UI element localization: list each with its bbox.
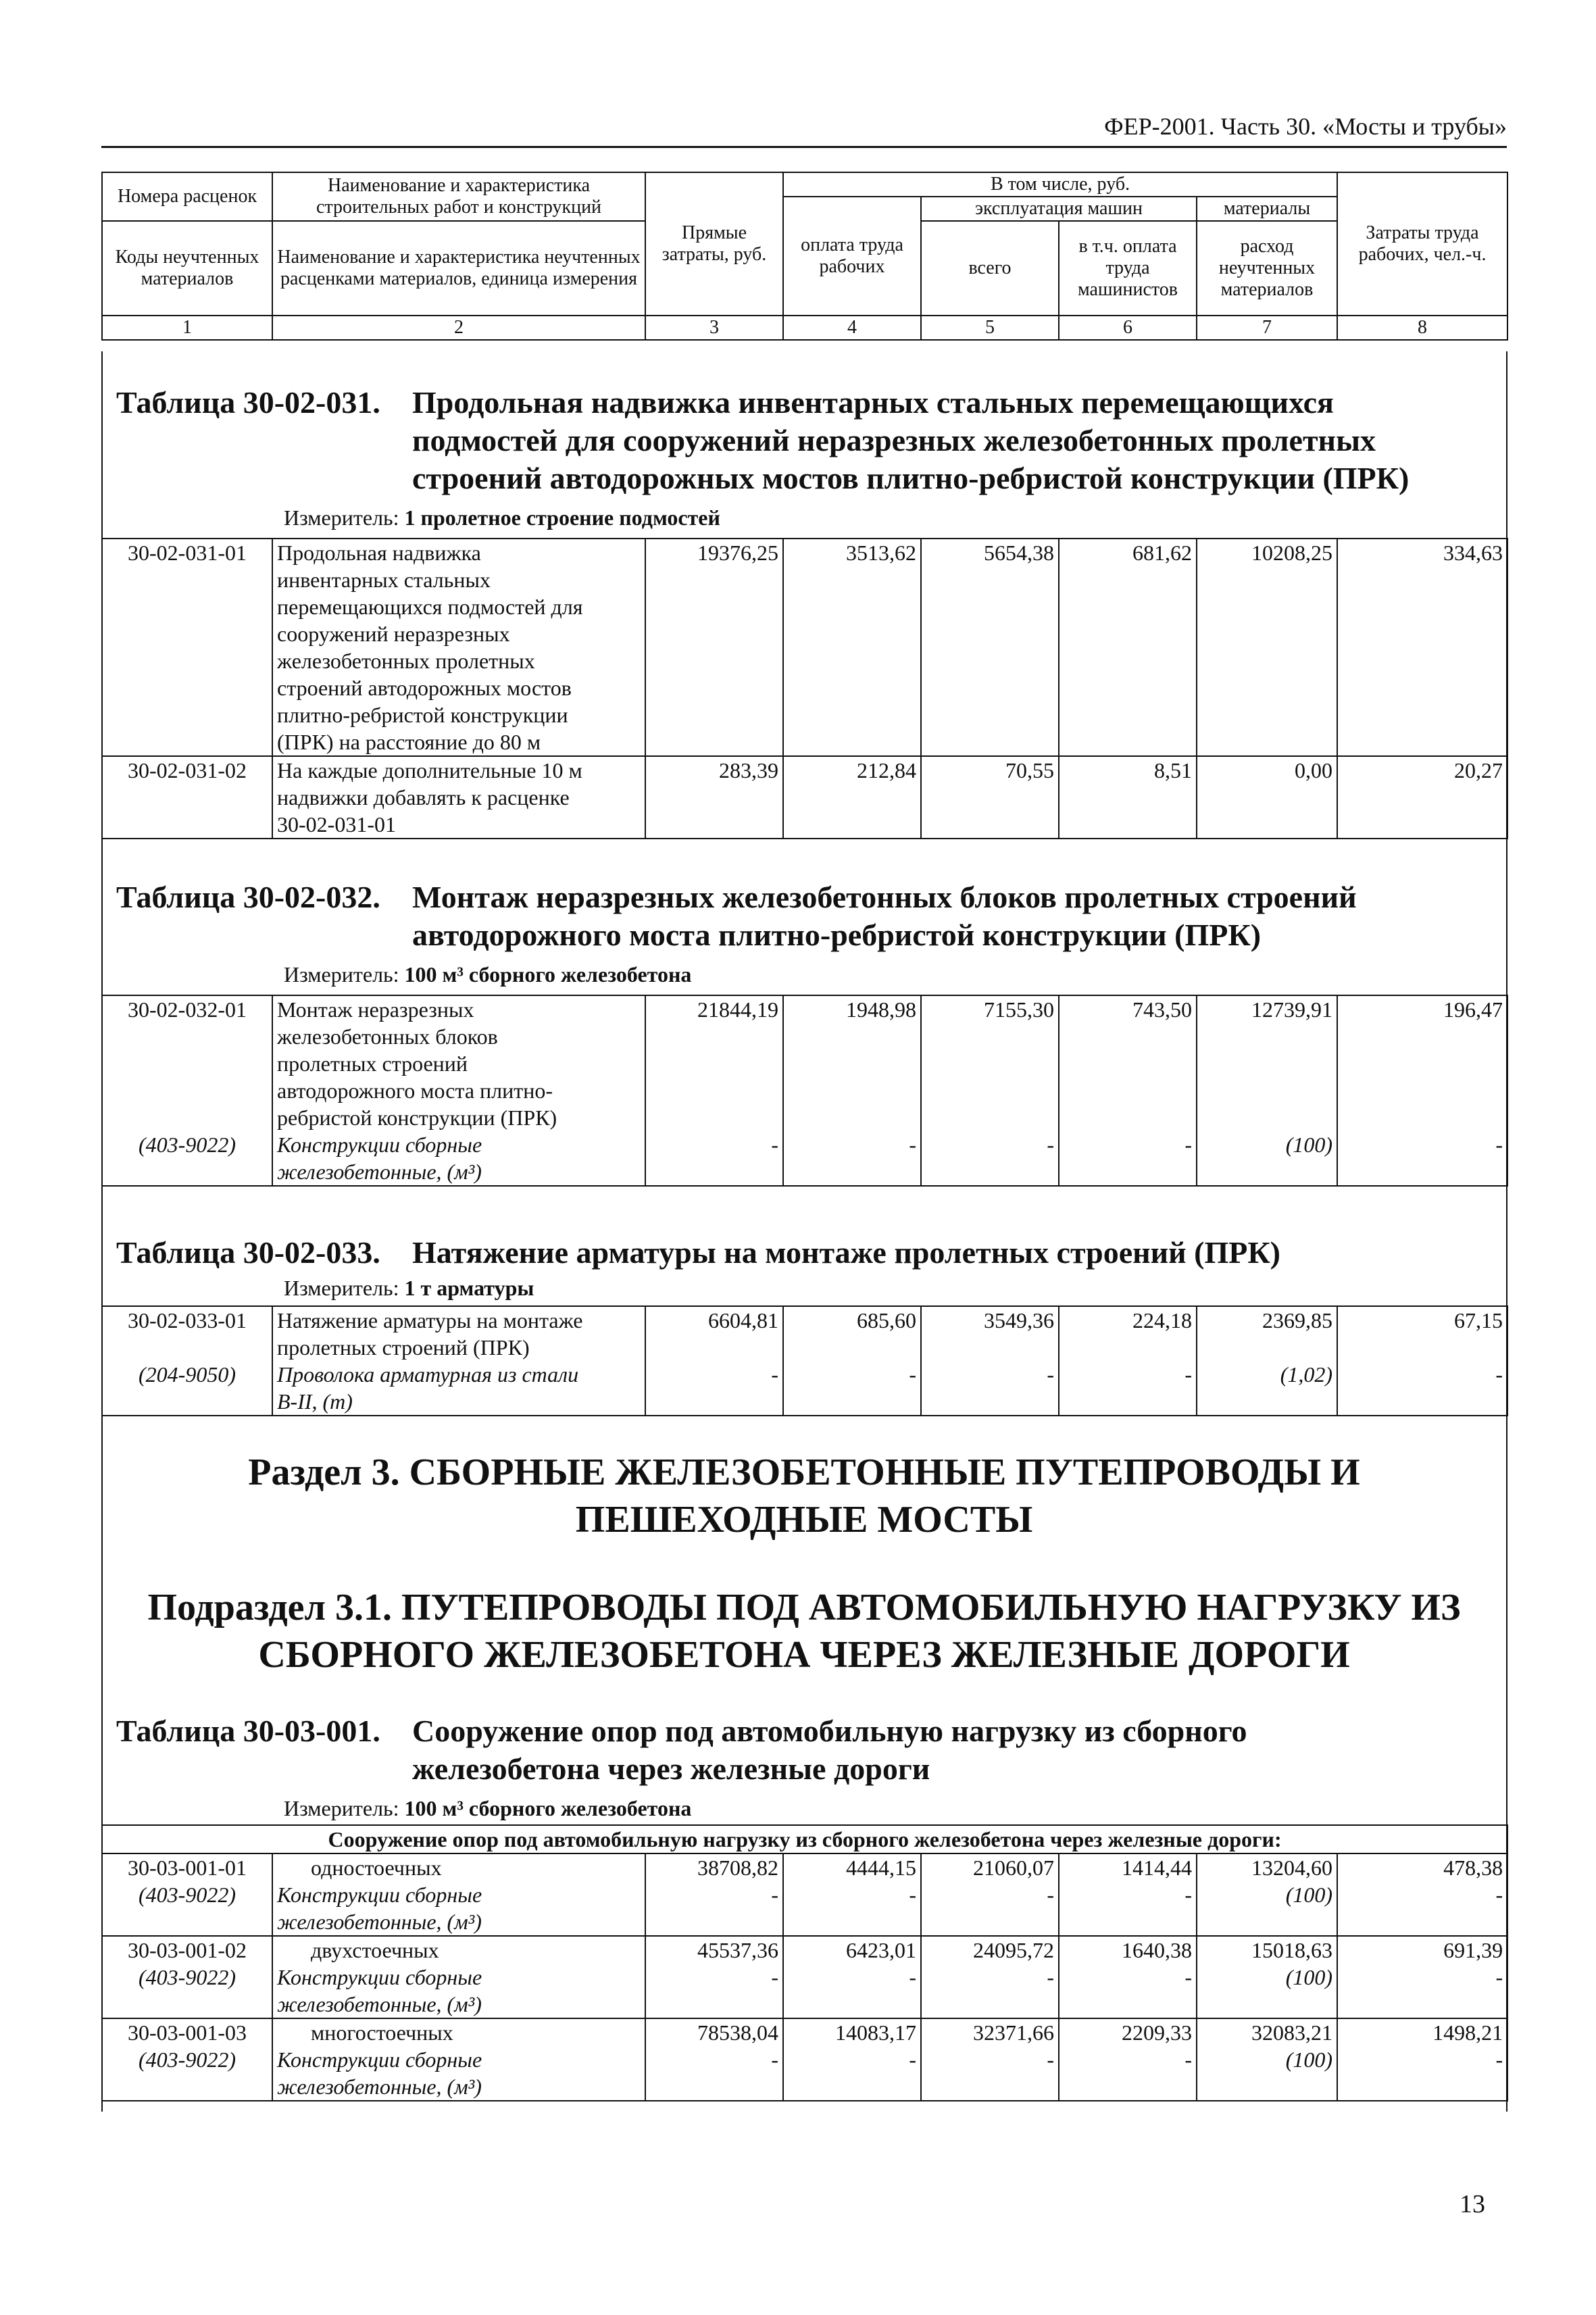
t032-row1-labor: 196,47	[1337, 995, 1507, 1131]
t001-row2-direct: 45537,36	[645, 1936, 783, 1964]
t001-row2-labor: 691,39	[1337, 1936, 1507, 1964]
t032-row1-code: 30-02-032-01	[102, 995, 272, 1131]
name-line: Конструкции сборные	[277, 1883, 482, 1907]
t001-row3-pay: 14083,17	[783, 2018, 921, 2046]
t033-mat-pay: -	[783, 1361, 921, 1416]
table-row	[102, 2046, 1507, 2101]
t001-row1-code: 30-03-001-01	[102, 1853, 272, 1881]
section-title-line-1: Раздел 3. СБОРНЫЕ ЖЕЛЕЗОБЕТОННЫЕ ПУТЕПРОВОДЫ И	[248, 1451, 1360, 1493]
t032-table	[101, 995, 1508, 1187]
t031-row2-labor: 20,27	[1337, 756, 1507, 839]
t001-row1-pay: 4444,15	[783, 1853, 921, 1881]
header-direct: Прямые затраты, руб.	[645, 172, 783, 316]
t032-mat-name	[272, 1131, 645, 1186]
name-line: Монтаж неразрезных	[277, 997, 474, 1022]
t033-measure-value: 1 т арматуры	[404, 1276, 534, 1300]
name-line: железобетонных блоков	[277, 1024, 498, 1049]
table-row	[102, 1825, 1507, 1853]
header-materials-unacc: расход неучтенных материалов	[1197, 221, 1337, 316]
t032-title-line-1: Монтаж неразрезных железобетонных блоков пролетных строений	[412, 880, 1357, 914]
name-line: пролетных строений	[277, 1051, 468, 1076]
table-row	[102, 1881, 1507, 1936]
t033-mat-labor: -	[1337, 1361, 1507, 1416]
name-line: Продольная надвижка	[277, 541, 481, 565]
t001-row2-mat-name	[272, 1964, 645, 2018]
t032-mat-machinists: -	[1059, 1131, 1197, 1186]
t031-row2-machines: 70,55	[921, 756, 1059, 839]
name-line: ребристой конструкции (ПРК)	[277, 1105, 557, 1130]
t001-row3-materials: 32083,21	[1197, 2018, 1337, 2046]
t033-row1-code: 30-02-033-01	[102, 1306, 272, 1361]
t001-row3-name: многостоечных	[272, 2018, 645, 2046]
name-line: сооружений неразрезных	[277, 622, 510, 646]
header-machines-total: всего	[921, 221, 1059, 316]
t032-mat-pay: -	[783, 1131, 921, 1186]
t001-title-line-1: Сооружение опор под автомобильную нагрузку из сборного	[412, 1714, 1247, 1748]
t001-row3-labor: 1498,21	[1337, 2018, 1507, 2046]
t001-row2-mat-machinists: -	[1059, 1964, 1197, 2018]
t001-row2-pay: 6423,01	[783, 1936, 921, 1964]
name-line: Конструкции сборные	[277, 2047, 482, 2072]
name-line: перемещающихся подмостей для	[277, 595, 583, 619]
t033-row1-machines: 3549,36	[921, 1306, 1059, 1361]
t001-row3-code: 30-03-001-03	[102, 2018, 272, 2046]
table-row	[102, 1131, 1507, 1186]
t032-title-line-2: автодорожного моста плитно-ребристой конструкции (ПРК)	[412, 918, 1262, 952]
t031-measure-value: 1 пролетное строение подмостей	[404, 505, 720, 530]
t001-row2-mat-direct: -	[645, 1964, 783, 2018]
header-name-top: Наименование и характеристика строительных работ и конструкций	[272, 172, 645, 221]
t031-measure-label: Измеритель:	[284, 505, 399, 530]
t032-row1-machinists: 743,50	[1059, 995, 1197, 1131]
t001-row3-mat-labor: -	[1337, 2046, 1507, 2101]
table-row	[102, 1853, 1507, 1881]
t032-row1-direct: 21844,19	[645, 995, 783, 1131]
name-line: Конструкции сборные	[277, 1132, 482, 1157]
t031-row1-machinists: 681,62	[1059, 539, 1197, 756]
t001-measure-label: Измеритель:	[284, 1796, 399, 1820]
t031-row1-code: 30-02-031-01	[102, 539, 272, 756]
t031-row1-direct: 19376,25	[645, 539, 783, 756]
section-title-line-2: ПЕШЕХОДНЫЕ МОСТЫ	[575, 1499, 1033, 1541]
col-num-5: 5	[921, 316, 1059, 340]
t001-row1-mat-pay: -	[783, 1881, 921, 1936]
t001-row3-mat-name	[272, 2046, 645, 2101]
header-machines: эксплуатация машин	[921, 197, 1197, 221]
t001-row3-machinists: 2209,33	[1059, 2018, 1197, 2046]
name-line: На каждые дополнительные 10 м	[277, 758, 582, 782]
t001-row3-mat-materials: (100)	[1197, 2046, 1337, 2101]
t031-row1-labor: 334,63	[1337, 539, 1507, 756]
t033-row1-direct: 6604,81	[645, 1306, 783, 1361]
name-line: надвижки добавлять к расценке	[277, 785, 570, 810]
t001-row2-mat-code: (403-9022)	[102, 1964, 272, 2018]
t032-measure-label: Измеритель:	[284, 962, 399, 987]
t032-row1-pay: 1948,98	[783, 995, 921, 1131]
t001-row1-mat-machinists: -	[1059, 1881, 1197, 1936]
t001-row2-mat-materials: (100)	[1197, 1964, 1337, 2018]
t033-table	[101, 1305, 1508, 1416]
t031-title-line-2: подмостей для сооружений неразрезных железобетонных пролетных	[412, 423, 1376, 457]
name-line: железобетонные, (м³)	[277, 2074, 482, 2099]
t001-row3-direct: 78538,04	[645, 2018, 783, 2046]
t001-row3-mat-machines: -	[921, 2046, 1059, 2101]
t001-row1-mat-machines: -	[921, 1881, 1059, 1936]
t032-measure-value: 100 м³ сборного железобетона	[404, 962, 692, 987]
t031-measure	[284, 505, 720, 530]
t033-title-num: Таблица 30-02-033.	[116, 1235, 380, 1270]
t001-row1-mat-code: (403-9022)	[102, 1881, 272, 1936]
t001-measure	[284, 1796, 691, 1821]
header-labor: Затраты труда рабочих, чел.-ч.	[1337, 172, 1507, 316]
t032-row1-name	[272, 995, 645, 1131]
t001-row2-code: 30-03-001-02	[102, 1936, 272, 1964]
table-row	[102, 1306, 1507, 1361]
t032-mat-materials: (100)	[1197, 1131, 1337, 1186]
name-line: железобетонные, (м³)	[277, 1992, 482, 2016]
t001-row2-name: двухстоечных	[272, 1936, 645, 1964]
name-line: плитно-ребристой конструкции	[277, 703, 568, 727]
t001-title-num: Таблица 30-03-001.	[116, 1714, 380, 1748]
t001-row1-mat-labor: -	[1337, 1881, 1507, 1936]
t001-row1-mat-direct: -	[645, 1881, 783, 1936]
table-row	[102, 539, 1507, 756]
col-num-4: 4	[783, 316, 921, 340]
name-line: 30-02-031-01	[277, 812, 396, 837]
t033-title-line-1: Натяжение арматуры на монтаже пролетных строений (ПРК)	[412, 1235, 1280, 1270]
header-materials: материалы	[1197, 197, 1337, 221]
t001-row2-machinists: 1640,38	[1059, 1936, 1197, 1964]
t001-measure-value: 100 м³ сборного железобетона	[404, 1796, 692, 1820]
t033-mat-machines: -	[921, 1361, 1059, 1416]
t032-row1-machines: 7155,30	[921, 995, 1059, 1131]
t001-row1-materials: 13204,60	[1197, 1853, 1337, 1881]
t001-row1-direct: 38708,82	[645, 1853, 783, 1881]
t033-mat-materials: (1,02)	[1197, 1361, 1337, 1416]
header-rule	[101, 146, 1507, 148]
col-num-2: 2	[272, 316, 645, 340]
name-line: Натяжение арматуры на монтаже	[277, 1308, 583, 1333]
subsection-title-line-2: СБОРНОГО ЖЕЛЕЗОБЕТОНА ЧЕРЕЗ ЖЕЛЕЗНЫЕ ДОРОГИ	[258, 1634, 1350, 1676]
t032-row1-materials: 12739,91	[1197, 995, 1337, 1131]
t033-row1-machinists: 224,18	[1059, 1306, 1197, 1361]
t001-row1-name: одностоечных	[272, 1853, 645, 1881]
t001-row3-mat-machinists: -	[1059, 2046, 1197, 2101]
t033-row1-name	[272, 1306, 645, 1361]
t001-table	[101, 1824, 1508, 2101]
t033-measure	[284, 1276, 534, 1301]
t032-measure	[284, 962, 691, 987]
t031-row1-name	[272, 539, 645, 756]
t033-mat-direct: -	[645, 1361, 783, 1416]
name-line: железобетонные, (м³)	[277, 1160, 482, 1184]
t033-row1-pay: 685,60	[783, 1306, 921, 1361]
name-line: В-II, (т)	[277, 1389, 353, 1414]
t001-row2-mat-machines: -	[921, 1964, 1059, 2018]
header-machines-incl: в т.ч. оплата труда машинистов	[1059, 221, 1197, 316]
table-row	[102, 756, 1507, 839]
t033-measure-label: Измеритель:	[284, 1276, 399, 1300]
t001-row3-mat-code: (403-9022)	[102, 2046, 272, 2101]
t001-row2-mat-labor: -	[1337, 1964, 1507, 2018]
t031-row2-name	[272, 756, 645, 839]
t001-row1-mat-name	[272, 1881, 645, 1936]
t001-row3-mat-pay: -	[783, 2046, 921, 2101]
t001-row1-machines: 21060,07	[921, 1853, 1059, 1881]
t031-row2-code: 30-02-031-02	[102, 756, 272, 839]
t031-title-line-3: строений автодорожных мостов плитно-ребристой конструкции (ПРК)	[412, 461, 1410, 495]
t032-mat-machines: -	[921, 1131, 1059, 1186]
t001-subheading: Сооружение опор под автомобильную нагрузку из сборного железобетона через железные дороги:	[102, 1825, 1507, 1853]
column-header-table	[101, 172, 1508, 341]
subsection-title-line-1: Подраздел 3.1. ПУТЕПРОВОДЫ ПОД АВТОМОБИЛЬНУЮ НАГРУЗКУ ИЗ	[147, 1587, 1461, 1628]
t001-row2-machines: 24095,72	[921, 1936, 1059, 1964]
col-num-8: 8	[1337, 316, 1507, 340]
t032-mat-code: (403-9022)	[102, 1131, 272, 1186]
t033-mat-code: (204-9050)	[102, 1361, 272, 1416]
table-row	[102, 2018, 1507, 2046]
t031-row2-pay: 212,84	[783, 756, 921, 839]
t033-row1-labor: 67,15	[1337, 1306, 1507, 1361]
t031-row1-machines: 5654,38	[921, 539, 1059, 756]
header-name-bottom: Наименование и характеристика неучтенных расценками материалов, единица измерения	[272, 221, 645, 316]
col-num-7: 7	[1197, 316, 1337, 340]
t032-mat-labor: -	[1337, 1131, 1507, 1186]
t001-title-line-2: железобетона через железные дороги	[412, 1751, 930, 1786]
header-pay: оплата труда рабочих	[783, 197, 921, 316]
t032-title-num: Таблица 30-02-032.	[116, 880, 380, 914]
name-line: инвентарных стальных	[277, 568, 491, 592]
col-num-6: 6	[1059, 316, 1197, 340]
t001-row1-machinists: 1414,44	[1059, 1853, 1197, 1881]
t033-mat-name	[272, 1361, 645, 1416]
name-line: железобетонные, (м³)	[277, 1910, 482, 1934]
t031-title-num: Таблица 30-02-031.	[116, 385, 380, 420]
t031-row2-materials: 0,00	[1197, 756, 1337, 839]
t001-row2-mat-pay: -	[783, 1964, 921, 2018]
page-number: 13	[1460, 2190, 1485, 2218]
name-line: строений автодорожных мостов	[277, 676, 572, 700]
t031-row1-materials: 10208,25	[1197, 539, 1337, 756]
table-row	[102, 995, 1507, 1131]
name-line: пролетных строений (ПРК)	[277, 1335, 530, 1360]
t001-row3-mat-direct: -	[645, 2046, 783, 2101]
t031-title-line-1: Продольная надвижка инвентарных стальных перемещающихся	[412, 385, 1334, 420]
t001-row3-machines: 32371,66	[921, 2018, 1059, 2046]
name-line: Проволока арматурная из стали	[277, 1362, 579, 1387]
col-num-1: 1	[102, 316, 272, 340]
name-line: железобетонных пролетных	[277, 649, 535, 673]
table-row	[102, 1361, 1507, 1416]
header-num-top: Номера расценок	[102, 172, 272, 221]
t031-row1-pay: 3513,62	[783, 539, 921, 756]
t031-row2-direct: 283,39	[645, 756, 783, 839]
header-num-bottom: Коды неучтенных материалов	[102, 221, 272, 316]
t033-mat-machinists: -	[1059, 1361, 1197, 1416]
running-header: ФЕР-2001. Часть 30. «Мосты и трубы»	[1104, 113, 1507, 140]
table-row	[102, 1964, 1507, 2018]
t001-row1-labor: 478,38	[1337, 1853, 1507, 1881]
table-row	[102, 1936, 1507, 1964]
t031-table	[101, 538, 1508, 839]
t033-row1-materials: 2369,85	[1197, 1306, 1337, 1361]
t031-row2-machinists: 8,51	[1059, 756, 1197, 839]
name-line: (ПРК) на расстояние до 80 м	[277, 730, 541, 754]
t032-mat-direct: -	[645, 1131, 783, 1186]
t001-row1-mat-materials: (100)	[1197, 1881, 1337, 1936]
t001-row2-materials: 15018,63	[1197, 1936, 1337, 1964]
name-line: автодорожного моста плитно-	[277, 1078, 553, 1103]
col-num-3: 3	[645, 316, 783, 340]
name-line: Конструкции сборные	[277, 1965, 482, 1989]
header-incl: В том числе, руб.	[783, 172, 1337, 197]
